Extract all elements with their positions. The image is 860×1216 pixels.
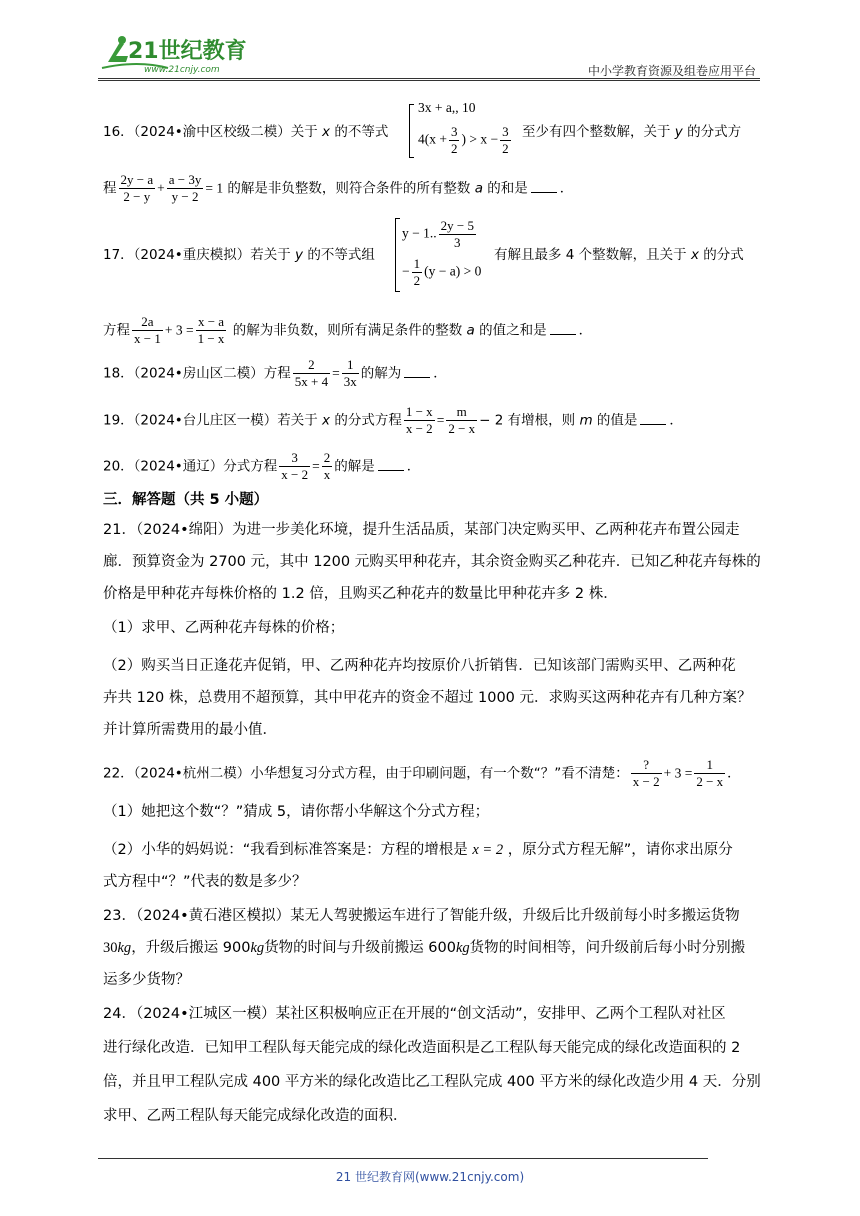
q21-line1: 21．（2024•绵阳）为进一步美化环境，提升生活品质，某部门决定购买甲、乙两种花卉布置公园走 [103, 522, 740, 538]
page-header [98, 28, 758, 78]
q21-part2-line3: 并计算所需费用的最小值． [103, 722, 277, 738]
q17-line1-tail: 有解且最多 4 个整数解，且关于 x 的分式 [494, 247, 744, 263]
q24-line4: 求甲、乙两工程队每天能完成绿化改造的面积． [103, 1108, 408, 1124]
q20-answer-blank [378, 458, 404, 471]
q19-answer-blank [640, 412, 666, 425]
q21-line2: 廊．预算资金为 2700 元，其中 1200 元购买甲种花卉，其余资金购买乙种花卉．已知乙种花卉每株的 [103, 554, 761, 570]
q17-system-row1: y − 1.. $\frac{2y - 5}{3}$ [402, 218, 474, 250]
platform-name: 中小学教育资源及组卷应用平台 [587, 64, 756, 78]
footer-site[interactable]: 21 世纪教育网(www.21cnjy.com) [335, 1170, 525, 1184]
q17-system-row2: − $\frac{1}{2}$ (y − a) > 0 [402, 256, 482, 288]
section-3-title: 三．解答题（共 5 小题） [103, 492, 269, 508]
q24-line1: 24．（2024•江城区一模）某社区积极响应正在开展的“创文活动”，安排甲、乙两个工程队对社区 [103, 1006, 726, 1022]
q24-line3: 倍，并且甲工程队完成 400 平方米的绿化改造比乙工程队完成 400 平方米的绿化改造少用 4 天．分别 [103, 1074, 761, 1090]
q23-line2: 30kg，升级后搬运 900kg货物的时间与升级前搬运 600kg货物的时间相等，问升级前后每小时分别搬 [103, 940, 746, 956]
q22-part1: （1）她把这个数“？”猜成 5，请你帮小华解这个分式方程； [103, 804, 490, 820]
q17-system-brace [395, 218, 400, 292]
footer-rule [98, 1158, 708, 1159]
q17-line2: 方程 $\frac{2a}{x - 1}$ + 3 = $\frac{x - a}{1 - x}$ 的解为非负数，则所有满足条件的整数 a 的值之和是 ． [103, 314, 593, 346]
logo-21cnjy [98, 32, 268, 74]
q16-line2: 程 $\frac{2y - a}{2 - y}$ + $\frac{a - 3y}{y - 2}$ = 1 的解是非负整数，则符合条件的所有整数 a 的和是 ． [103, 172, 574, 204]
q23-line1: 23．（2024•黄石港区模拟）某无人驾驶搬运车进行了智能升级，升级后比升级前每小时多搬运货物 [103, 908, 740, 924]
q16-line1-tail: 至少有四个整数解，关于 y 的分式方 [522, 124, 742, 140]
q21-part2-line2: 卉共 120 株，总费用不超预算，其中甲花卉的资金不超过 1000 元．求购买这两种花卉有几种方案？ [103, 690, 752, 706]
q22-part2-line2: 式方程中“？”代表的数是多少？ [103, 874, 307, 890]
q20: 20．（2024•通辽）分式方程 $\frac{3}{x - 2}$ = $\frac{2}{x}$ 的解是 ． [103, 450, 421, 482]
q17-line1: 17．（2024•重庆模拟）若关于 y 的不等式组 [103, 247, 375, 263]
svg-text:21世纪教育: 21世纪教育 [128, 39, 247, 64]
q21-line3: 价格是甲种花卉每株价格的 1.2 倍，且购买乙种花卉的数量比甲种花卉多 2 株． [103, 586, 618, 602]
q16-system-row2: 4(x + $\frac{3}{2}$ ) > x − $\frac{3}{2}$ [418, 124, 509, 156]
q19: 19．（2024•台儿庄区一模）若关于 x 的分式方程 $\frac{1 - x}{x - 2}$ = $\frac{m}{2 - x}$ − 2 有增根，则 m 的值是 ． [103, 404, 683, 436]
q22-line1: 22．（2024•杭州二模）小华想复习分式方程，由于印刷问题，有一个数“？”看不清楚： $\frac{?}{x - 2}$ + 3 = $\frac{1}{2 - x}$ ． [103, 757, 741, 789]
q16-system-brace [409, 104, 414, 158]
header-rule-2 [98, 80, 760, 81]
q24-line2: 进行绿化改造．已知甲工程队每天能完成的绿化改造面积是乙工程队每天能完成的绿化改造面积的 2 [103, 1040, 741, 1056]
header-rule [98, 78, 760, 79]
q18-answer-blank [404, 365, 430, 378]
q22-part2-line1: （2）小华的妈妈说：“我看到标准答案是：方程的增根是 x = 2 ，原分式方程无解”，请你求出原分 [103, 842, 733, 858]
q17-answer-blank [550, 322, 576, 335]
q21-part2-line1: （2）购买当日正逢花卉促销，甲、乙两种花卉均按原价八折销售．已知该部门需购买甲、乙两种花 [103, 658, 736, 674]
q21-part1: （1）求甲、乙两种花卉每株的价格； [103, 620, 345, 636]
svg-text:www.21cnjy.com: www.21cnjy.com [144, 65, 220, 74]
q23-line3: 运多少货物？ [103, 972, 190, 988]
q16-system-row1: 3x + a,, 10 [418, 100, 476, 115]
q18: 18．（2024•房山区二模）方程 $\frac{2}{5x + 4}$ = $\frac{1}{3x}$ 的解为 ． [103, 357, 447, 389]
q16-line1: 16．（2024•渝中区校级二模）关于 x 的不等式 [103, 124, 389, 140]
q16-answer-blank [531, 180, 557, 193]
